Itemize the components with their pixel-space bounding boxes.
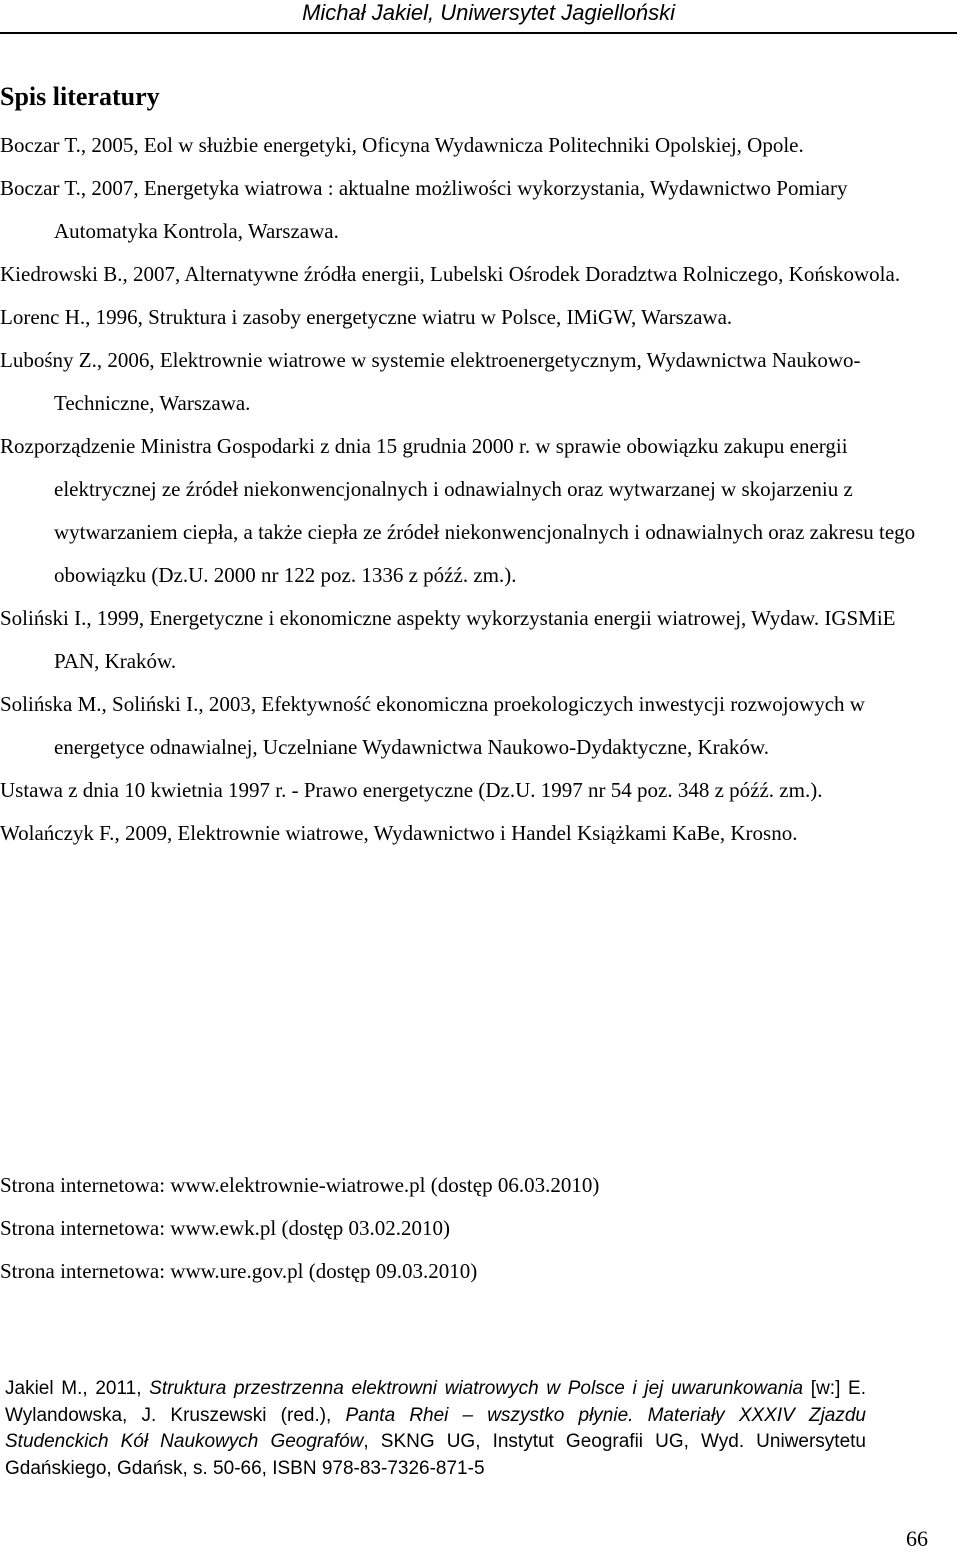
reference-item (0, 124, 945, 167)
reference-details: Ustawa z dnia 10 kwietnia 1997 r. - Prawo energetyczne (Dz.U. 1997 nr 54 poz. 348 z późź. zm.). (0, 778, 823, 802)
reference-list (0, 124, 945, 855)
citation-publisher: , SKNG UG, Instytut Geografii UG, Wyd. Uniwersytetu Gdańskiego, Gdańsk, s. 50-66, ISBN 978-83-7326-871-5 (5, 1431, 866, 1479)
reference-details: , 2005, Eol w służbie energetyki, Oficyna Wydawnicza Politechniki Opolskiej, Opole. (80, 133, 804, 157)
reference-details: , 2003, Efektywność ekonomiczna proekologiczych inwestycji rozwojowych w energetyce odnawialnej, Uczelniane Wydawnictwa Naukowo-Dydaktyczne, Kraków. (54, 692, 865, 759)
citation-note (5, 1376, 866, 1482)
reference-item (0, 296, 945, 339)
web-source-item: Strona internetowa: www.ewk.pl (dostęp 03.02.2010) (0, 1216, 451, 1240)
reference-author: Solińska M., Soliński I. (0, 692, 199, 716)
reference-details: , 1999, Energetyczne i ekonomiczne aspekty wykorzystania energii wiatrowej, Wydaw. IGSMiE PAN, Kraków. (54, 606, 896, 673)
reference-author: Lubośny Z. (0, 348, 97, 372)
reference-author: Soliński I. (0, 606, 87, 630)
reference-item (0, 683, 945, 769)
reference-item (0, 812, 945, 855)
reference-author: Wolańczyk F. (0, 821, 115, 845)
web-source-item: Strona internetowa: www.ure.gov.pl (dostęp 09.03.2010) (0, 1259, 478, 1283)
reference-item (0, 425, 945, 597)
reference-details: , 2009, Elektrownie wiatrowe, Wydawnictwo i Handel Książkami KaBe, Krosno. (114, 821, 798, 845)
section-title: Spis literatury (0, 82, 160, 111)
citation-title: Struktura przestrzenna elektrowni wiatrowych w Polsce i jej uwarunkowania (149, 1378, 804, 1399)
reference-author: Boczar T. (0, 176, 81, 200)
citation-editors: [w:] E. Wylandowska, J. Kruszewski (red.), (5, 1378, 866, 1426)
web-source-item: Strona internetowa: www.elektrownie-wiatrowe.pl (dostęp 06.03.2010) (0, 1173, 600, 1197)
web-source-list (0, 1164, 599, 1293)
reference-item (0, 167, 945, 253)
reference-details: , 2007, Energetyka wiatrowa : aktualne możliwości wykorzystania, Wydawnictwo Pomiary Automatyka Kontrola, Warszawa. (54, 176, 848, 243)
header-author-affiliation: Michał Jakiel, Uniwersytet Jagielloński (302, 0, 675, 25)
page-number: 66 (906, 1526, 928, 1551)
reference-author: Kiedrowski B. (0, 262, 123, 286)
citation-author-year: Jakiel M., 2011, (5, 1378, 150, 1399)
reference-details: Rozporządzenie Ministra Gospodarki z dnia 15 grudnia 2000 r. w sprawie obowiązku zakupu energii elektrycznej ze źródeł niekonwencjonalnych i odnawialnych oraz wytwarzanej w skojarzeniu z wytwarzaniem ciepła, a także ciepła ze źródeł niekonwencjonalnych i odnawialnych oraz zakresu tego obowiązku (Dz.U. 2000 nr 122 poz. 1336 z późź. zm.). (0, 434, 916, 587)
reference-author: Lorenc H. (0, 305, 86, 329)
reference-item (0, 769, 945, 812)
reference-item (0, 339, 945, 425)
reference-details: , 2007, Alternatywne źródła energii, Lubelski Ośrodek Doradztwa Rolniczego, Końskowola. (122, 262, 901, 286)
reference-item (0, 597, 945, 683)
citation-book-title: Panta Rhei – wszystko płynie. Materiały XXXIV Zjazdu Studenckich Kół Naukowych Geografów (5, 1404, 866, 1452)
reference-details: , 2006, Elektrownie wiatrowe w systemie elektroenergetycznym, Wydawnictwa Naukowo-Techniczne, Warszawa. (54, 348, 861, 415)
reference-details: , 1996, Struktura i zasoby energetyczne wiatru w Polsce, IMiGW, Warszawa. (85, 305, 733, 329)
reference-item (0, 253, 945, 296)
reference-author: Boczar T. (0, 133, 81, 157)
page-header (0, 0, 957, 34)
